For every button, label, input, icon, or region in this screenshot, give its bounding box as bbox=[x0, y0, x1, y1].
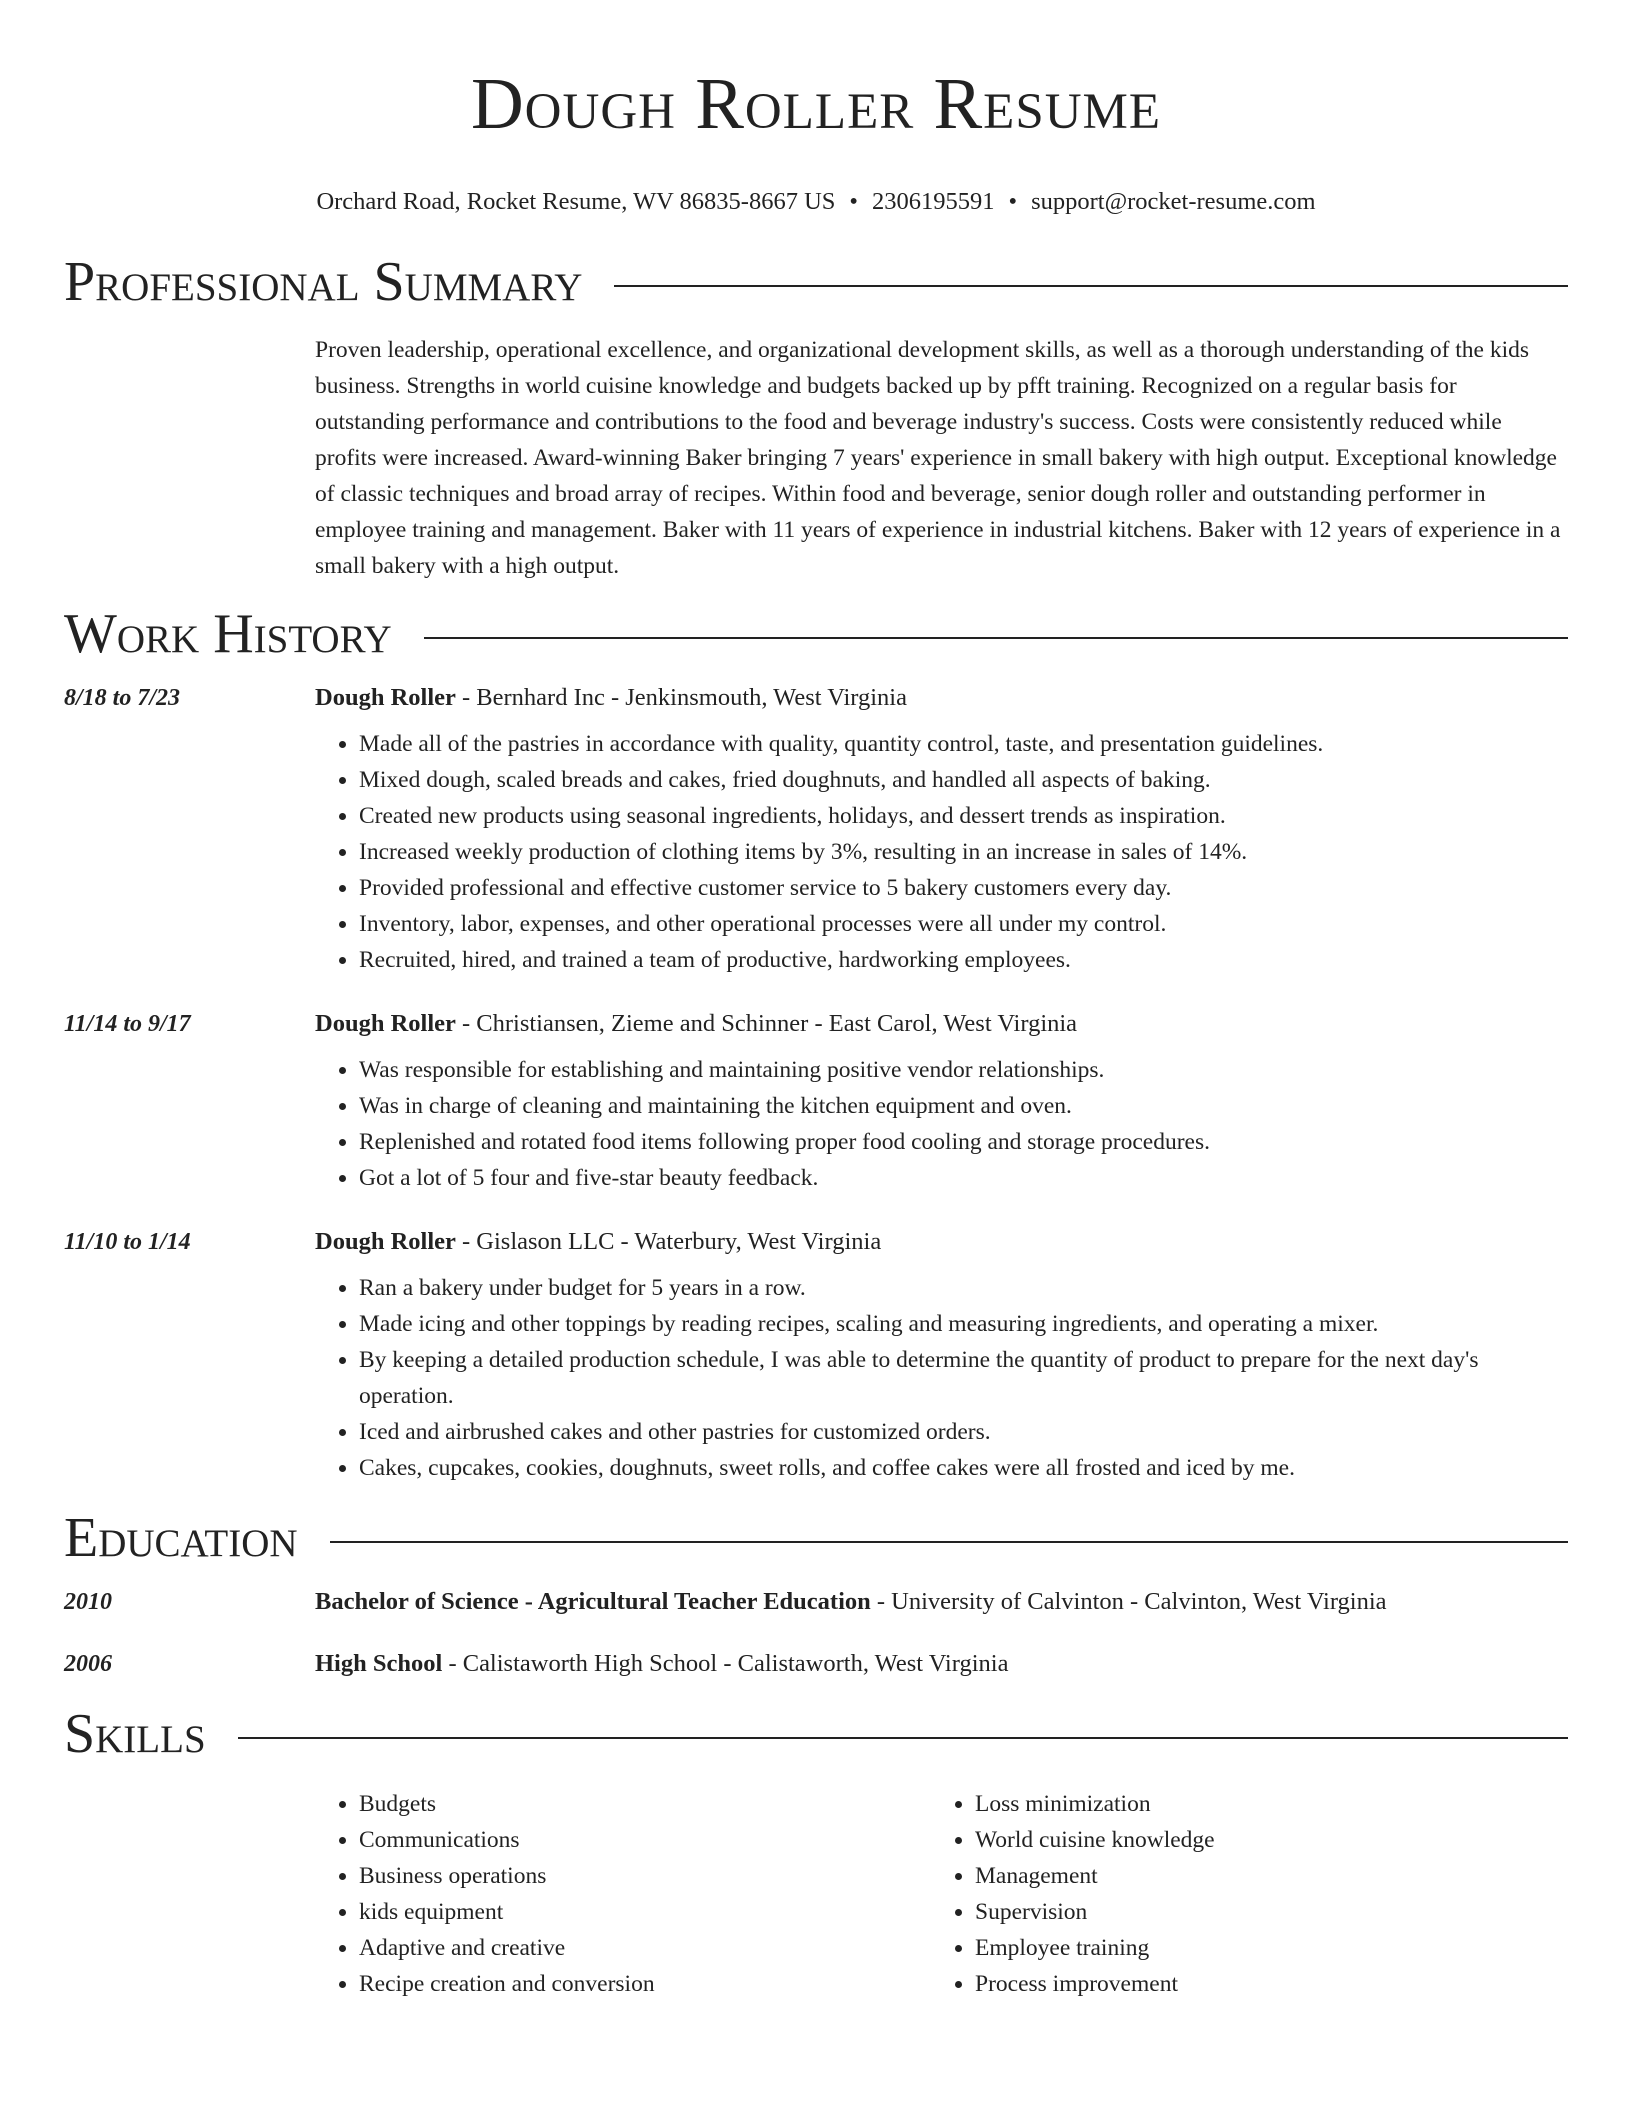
work-section-title: Work History bbox=[64, 603, 392, 665]
skill-item: • Recipe creation and conversion bbox=[359, 1966, 931, 2002]
summary-section-title: Professional Summary bbox=[64, 251, 583, 313]
skill-item: • Budgets bbox=[359, 1786, 931, 1822]
skill-item: • Process improvement bbox=[975, 1966, 1547, 2002]
skills-section-header bbox=[64, 1702, 1568, 1766]
job-bullets bbox=[315, 1052, 1568, 1196]
contact-separator: • bbox=[849, 188, 858, 215]
skills-list bbox=[315, 1786, 1568, 2002]
job-entry bbox=[64, 1010, 1568, 1196]
list-item: • Recruited, hired, and trained a team of productive, hardworking employees. bbox=[359, 942, 1568, 978]
job-bullets bbox=[315, 1270, 1568, 1486]
job-employer: - Christiansen, Zieme and Schinner - East Carol, West Virginia bbox=[455, 1010, 1078, 1037]
list-item: • Cakes, cupcakes, cookies, doughnuts, sweet rolls, and coffee cakes were all frosted and iced by me. bbox=[359, 1450, 1568, 1486]
section-divider bbox=[424, 637, 1568, 639]
skill-item: • Employee training bbox=[975, 1930, 1547, 1966]
skill-item: • Business operations bbox=[359, 1858, 931, 1894]
skills-column-right bbox=[931, 1786, 1547, 2002]
education-school: - University of Calvinton - Calvinton, West Virginia bbox=[870, 1588, 1387, 1615]
resume-name: Dough Roller Resume bbox=[470, 63, 1162, 144]
list-item: • Increased weekly production of clothing items by 3%, resulting in an increase in sales of 14%. bbox=[359, 834, 1568, 870]
job-title: Dough Roller bbox=[315, 1228, 456, 1255]
job-header bbox=[64, 1010, 1568, 1038]
list-item: • Provided professional and effective customer service to 5 bakery customers every day. bbox=[359, 870, 1568, 906]
contact-line bbox=[64, 188, 1568, 216]
list-item: • Got a lot of 5 four and five-star beauty feedback. bbox=[359, 1160, 1568, 1196]
skill-item: • Adaptive and creative bbox=[359, 1930, 931, 1966]
education-year: 2006 bbox=[64, 1651, 112, 1677]
list-item: • Ran a bakery under budget for 5 years in a row. bbox=[359, 1270, 1568, 1306]
job-dates: 8/18 to 7/23 bbox=[64, 685, 181, 711]
skill-item: • World cuisine knowledge bbox=[975, 1822, 1547, 1858]
list-item: • Mixed dough, scaled breads and cakes, fried doughnuts, and handled all aspects of baking. bbox=[359, 762, 1568, 798]
section-divider bbox=[330, 1541, 1568, 1543]
job-entry bbox=[64, 684, 1568, 978]
education-school: - Calistaworth High School - Calistaworth, West Virginia bbox=[442, 1650, 1009, 1677]
job-dates: 11/10 to 1/14 bbox=[64, 1229, 191, 1255]
skill-item: • Management bbox=[975, 1858, 1547, 1894]
list-item: • Made icing and other toppings by reading recipes, scaling and measuring ingredients, and operating a mixer. bbox=[359, 1306, 1568, 1342]
education-entry bbox=[64, 1650, 1568, 1678]
summary-text: Proven leadership, operational excellence, and organizational development skills, as well as a thorough understanding of the kids business. Strengths in world cuisine knowledge and budgets backed up by pfft training. Recognized on a regular basis for outstanding performance and contributions to the food and beverage industry's success. Costs were consistently reduced while profits were increased. Award-winning Baker bringing 7 years' experience in small bakery with high output. Exceptional knowledge of classic techniques and broad array of recipes. Within food and beverage, senior dough roller and outstanding performer in employee training and management. Baker with 11 years of experience in industrial kitchens. Baker with 12 years of experience in a small bakery with a high output. bbox=[315, 337, 1561, 579]
summary-section-header bbox=[64, 250, 1568, 314]
list-item: • Iced and airbrushed cakes and other pastries for customized orders. bbox=[359, 1414, 1568, 1450]
section-divider bbox=[614, 285, 1568, 287]
list-item: • Inventory, labor, expenses, and other operational processes were all under my control. bbox=[359, 906, 1568, 942]
skills-column-left bbox=[315, 1786, 931, 2002]
job-header bbox=[64, 1228, 1568, 1256]
job-dates: 11/14 to 9/17 bbox=[64, 1011, 191, 1037]
list-item: • Was in charge of cleaning and maintaining the kitchen equipment and oven. bbox=[359, 1088, 1568, 1124]
job-entry bbox=[64, 1228, 1568, 1486]
list-item: • Made all of the pastries in accordance with quality, quantity control, taste, and presentation guidelines. bbox=[359, 726, 1568, 762]
job-title: Dough Roller bbox=[315, 1010, 456, 1037]
education-degree: High School bbox=[315, 1650, 443, 1677]
work-section-header bbox=[64, 602, 1568, 666]
contact-separator: • bbox=[1008, 188, 1018, 215]
education-section-header bbox=[64, 1506, 1568, 1570]
job-bullets bbox=[315, 726, 1568, 978]
skill-item: • Supervision bbox=[975, 1894, 1547, 1930]
education-section-title: Education bbox=[64, 1507, 298, 1569]
list-item: • By keeping a detailed production schedule, I was able to determine the quantity of product to prepare for the next day's operation. bbox=[359, 1342, 1568, 1414]
skill-item: • Communications bbox=[359, 1822, 931, 1858]
education-degree: Bachelor of Science - Agricultural Teacher Education bbox=[315, 1588, 871, 1615]
skill-item: • kids equipment bbox=[359, 1894, 931, 1930]
list-item: • Created new products using seasonal ingredients, holidays, and dessert trends as inspiration. bbox=[359, 798, 1568, 834]
contact-phone: 2306195591 bbox=[871, 188, 995, 215]
skill-item: • Loss minimization bbox=[975, 1786, 1547, 1822]
education-entry bbox=[64, 1588, 1568, 1616]
contact-email: support@rocket-resume.com bbox=[1031, 188, 1316, 215]
job-title: Dough Roller bbox=[315, 684, 456, 711]
job-employer: - Gislason LLC - Waterbury, West Virginia bbox=[455, 1228, 882, 1255]
job-employer: - Bernhard Inc - Jenkinsmouth, West Virginia bbox=[455, 684, 907, 711]
education-year: 2010 bbox=[64, 1589, 112, 1615]
list-item: • Was responsible for establishing and maintaining positive vendor relationships. bbox=[359, 1052, 1568, 1088]
job-header bbox=[64, 684, 1568, 712]
list-item: • Replenished and rotated food items following proper food cooling and storage procedures. bbox=[359, 1124, 1568, 1160]
section-divider bbox=[238, 1737, 1568, 1739]
contact-address: Orchard Road, Rocket Resume, WV 86835-8667 US bbox=[316, 188, 836, 215]
skills-section-title: Skills bbox=[64, 1703, 206, 1765]
